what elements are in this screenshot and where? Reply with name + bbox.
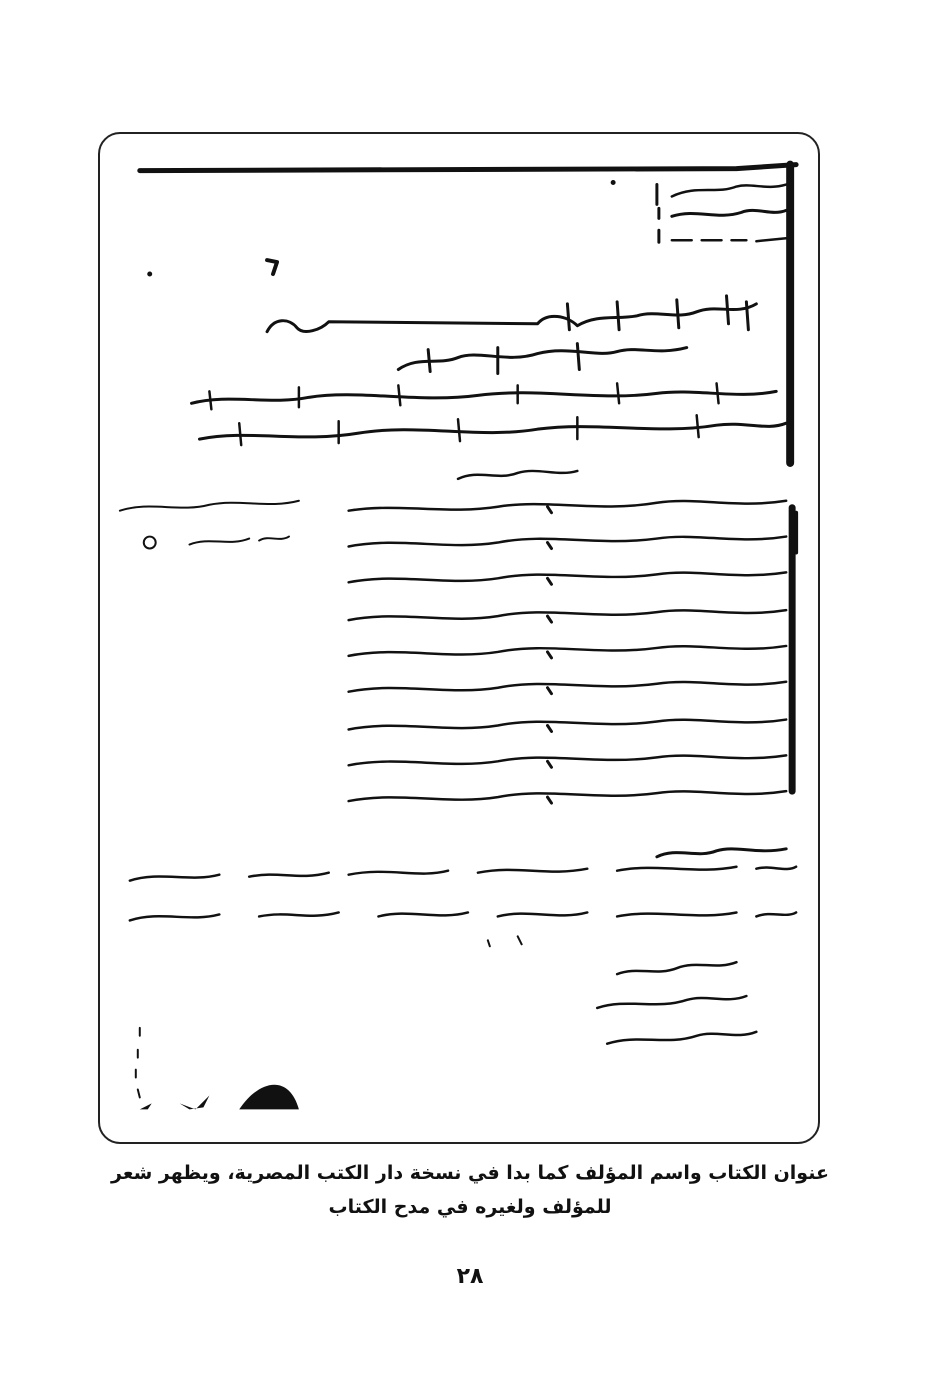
caption-line-1: عنوان الكتاب واسم المؤلف كما بدا في نسخة دار الكتب المصرية، ويظهر شعر <box>111 1162 829 1184</box>
page-number: ٢٨ <box>456 1264 484 1289</box>
caption-line-2: للمؤلف ولغيره في مدح الكتاب <box>328 1196 612 1218</box>
manuscript-image <box>100 134 818 1142</box>
manuscript-frame <box>98 132 820 1144</box>
figure-caption <box>60 1156 880 1224</box>
